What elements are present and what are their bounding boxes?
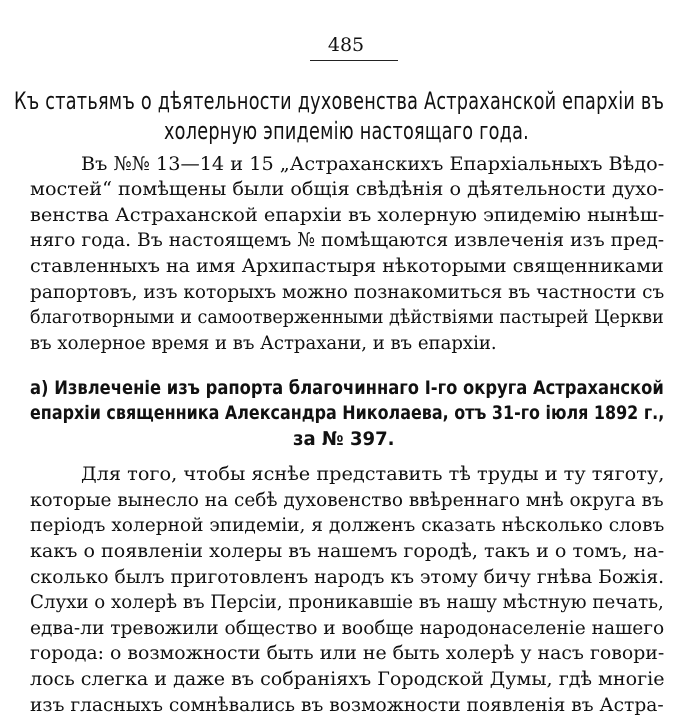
body-line-6: Слухи о холерѣ въ Персіи, проникавшіе въ нашу мѣстную печать,	[30, 591, 664, 613]
body-line-9: лось слегка и даже въ собраніяхъ Городской Думы, гдѣ многіе	[30, 668, 665, 690]
body-line-7: едва-ли тревожили общество и вообще народонаселеніе нашего	[30, 617, 665, 639]
intro-line-8: въ холерное время и въ Астрахани, и въ епархіи.	[30, 332, 497, 354]
body-line-5: сколько былъ приготовленъ народъ къ этому бичу гнѣва Божія.	[30, 566, 665, 588]
intro-line-5: ставленныхъ на имя Архипастыря нѣкоторыми священниками	[30, 255, 664, 277]
intro-line-3: венства Астраханской епархіи въ холерную эпидемію нынѣш-	[30, 204, 665, 226]
intro-line-4: няго года. Въ настоящемъ № помѣщаются извлеченія изъ пред-	[30, 229, 665, 251]
intro-line-1: Въ №№ 13—14 и 15 „Астраханскихъ Епархіальныхъ Вѣдо-	[81, 153, 665, 175]
body-line-2: которые вынесло на себѣ духовенство ввѣреннаго мнѣ округа въ	[30, 489, 664, 511]
section-a-title-line-3: за № 397.	[293, 428, 395, 450]
intro-line-6: рапортовъ, изъ которыхъ можно познакомиться въ частности съ	[30, 281, 665, 303]
section-a-title-line-1: а) Извлеченіе изъ рапорта благочиннаго I-го округа Астраханской	[30, 377, 664, 399]
body-line-8: города: о возможности быть или не быть холерѣ у насъ говори-	[30, 642, 665, 664]
body-line-4: какъ о появленіи холеры въ нашемъ городѣ, такъ и о томъ, на-	[30, 540, 665, 562]
body-line-1: Для того, чтобы яснѣе представить тѣ труды и ту тяготу,	[81, 463, 665, 485]
section-a-title-line-2: епархіи священника Александра Николаева, отъ 31-го іюля 1892 г.,	[30, 402, 665, 424]
body-line-10: изъ гласныхъ сомнѣвались въ возможности появленія въ Астра-	[30, 694, 664, 716]
intro-line-7: благотворными и самоотверженными дѣйствіями пастырей Церкви	[30, 306, 664, 328]
page-number: 485	[327, 34, 365, 56]
body-line-3: періодъ холерной эпидеміи, я долженъ сказать нѣсколько словъ	[30, 514, 665, 536]
article-heading-line-1: Къ статьямъ о дѣятельности духовенства Астраханской епархіи въ	[14, 87, 665, 115]
article-heading-line-2: холерную эпидемію настоящаго года.	[163, 117, 529, 145]
page-number-rule	[310, 60, 398, 61]
intro-line-2: мостей“ помѣщены были общія свѣдѣнія о дѣятельности духо-	[30, 178, 665, 200]
